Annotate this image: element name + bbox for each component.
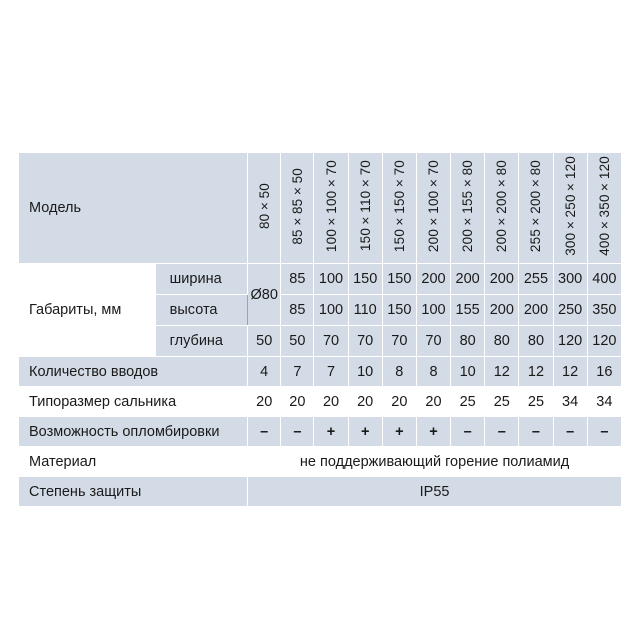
model-name: 150×150×70 [391,159,407,253]
width-cell: 100 [314,264,348,295]
model-row [19,153,622,264]
inputs-cell: 8 [416,357,450,387]
model-cell [281,153,314,264]
model-name: 100×100×70 [323,159,339,253]
inputs-cell: 10 [348,357,382,387]
model-cell [485,153,519,264]
model-name: 85×85×50 [289,167,305,245]
seal-cell: + [314,417,348,447]
model-cell [348,153,382,264]
seal-cell: + [416,417,450,447]
seal-cell: + [382,417,416,447]
model-name: 200×155×80 [460,159,476,253]
inputs-row [19,357,622,387]
gland-label: Типоразмер сальника [19,387,248,417]
protection-value: IP55 [248,477,622,507]
depth-cell: 50 [248,326,281,357]
dimensions-label: Габариты, мм [19,264,156,357]
seal-cell: + [348,417,382,447]
width-cell: 150 [382,264,416,295]
gland-cell: 34 [553,387,587,417]
model-name: 80×50 [256,182,272,230]
inputs-cell: 10 [451,357,485,387]
inputs-cell: 4 [248,357,281,387]
depth-cell: 120 [553,326,587,357]
model-cell [553,153,587,264]
gland-cell: 20 [248,387,281,417]
model-name: 255×200×80 [528,159,544,253]
inputs-cell: 12 [519,357,553,387]
depth-cell: 70 [416,326,450,357]
gland-row [19,387,622,417]
width-cell: 255 [519,264,553,295]
depth-cell: 70 [382,326,416,357]
width-cell: 150 [348,264,382,295]
model-label: Модель [19,153,248,264]
depth-cell: 80 [485,326,519,357]
material-row [19,447,622,477]
model-name: 300×250×120 [562,156,578,256]
model-name: 200×100×70 [426,159,441,253]
depth-cell: 80 [519,326,553,357]
height-cell: 250 [553,295,587,326]
height-cell: 200 [485,295,519,326]
model-name: 200×200×80 [494,159,510,253]
model-name: 400×350×120 [596,156,612,256]
seal-cell: – [519,417,553,447]
protection-label: Степень защиты [19,477,248,507]
depth-cell: 80 [451,326,485,357]
model-cell [519,153,553,264]
width-cell: 300 [553,264,587,295]
seal-cell: – [587,417,621,447]
seal-cell: – [281,417,314,447]
depth-label: глубина [155,326,247,357]
gland-cell: 34 [587,387,621,417]
seal-cell: – [553,417,587,447]
material-label: Материал [19,447,248,477]
diameter-cell: Ø80 [248,264,281,326]
gland-cell: 20 [314,387,348,417]
inputs-cell: 12 [485,357,519,387]
inputs-cell: 12 [553,357,587,387]
model-cell [587,153,621,264]
bottom-rule-row [19,507,622,510]
depth-cell: 50 [281,326,314,357]
width-cell: 200 [485,264,519,295]
model-cell [314,153,348,264]
inputs-cell: 8 [382,357,416,387]
seal-cell: – [485,417,519,447]
height-cell: 100 [416,295,450,326]
material-value: не поддерживающий горение полиамид [248,447,622,477]
bottom-rule [19,507,622,510]
model-cell [248,153,281,264]
seal-row [19,417,622,447]
depth-cell: 70 [314,326,348,357]
model-name: 150×110×70 [357,160,373,252]
height-cell: 155 [451,295,485,326]
model-cell [451,153,485,264]
gland-cell: 20 [382,387,416,417]
gland-cell: 20 [281,387,314,417]
protection-row [19,477,622,507]
seal-label: Возможность опломбировки [19,417,248,447]
height-cell: 110 [348,295,382,326]
depth-cell: 70 [348,326,382,357]
width-cell: 200 [416,264,450,295]
inputs-label: Количество вводов [19,357,248,387]
gland-cell: 20 [348,387,382,417]
inputs-cell: 7 [281,357,314,387]
height-cell: 85 [281,295,314,326]
spec-table [18,152,622,510]
width-cell: 400 [587,264,621,295]
seal-cell: – [248,417,281,447]
inputs-cell: 16 [587,357,621,387]
model-cell [416,153,450,264]
width-row [19,264,622,295]
height-cell: 100 [314,295,348,326]
width-label: ширина [155,264,247,295]
gland-cell: 20 [416,387,450,417]
height-cell: 150 [382,295,416,326]
width-cell: 200 [451,264,485,295]
depth-cell: 120 [587,326,621,357]
gland-cell: 25 [485,387,519,417]
gland-cell: 25 [451,387,485,417]
model-cell [382,153,416,264]
height-cell: 200 [519,295,553,326]
seal-cell: – [451,417,485,447]
gland-cell: 25 [519,387,553,417]
width-cell: 85 [281,264,314,295]
height-label: высота [155,295,247,326]
inputs-cell: 7 [314,357,348,387]
height-cell: 350 [587,295,621,326]
